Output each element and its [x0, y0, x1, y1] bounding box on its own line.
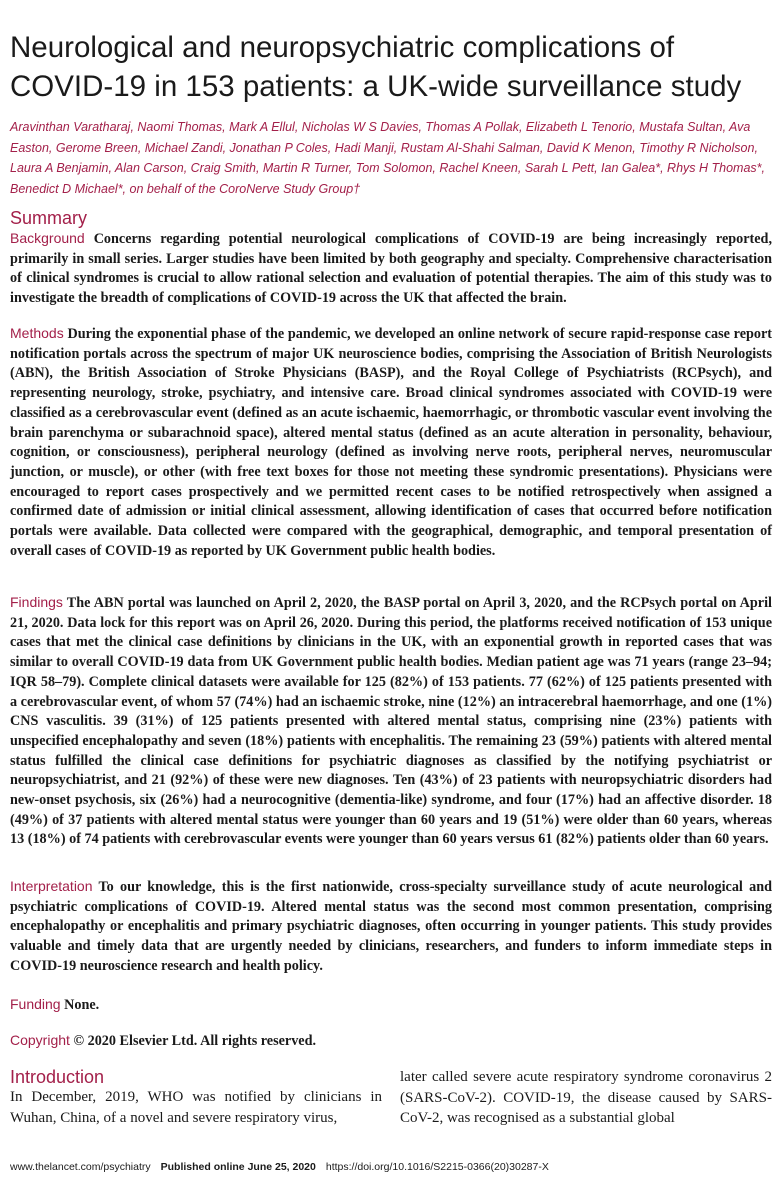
article-title: Neurological and neuropsychiatric complications of COVID-19 in 153 patients: a UK-wide surveillance study	[10, 31, 742, 103]
methods-section	[10, 324, 772, 561]
summary-heading: Summary	[10, 208, 88, 228]
copyright-section	[10, 1031, 772, 1052]
interpretation-label: Interpretation	[10, 878, 93, 894]
introduction-left-column: In December, 2019, WHO was notified by clinicians in Wuhan, China, of a novel and severe respiratory virus,	[10, 1089, 382, 1126]
copyright-label: Copyright	[10, 1032, 70, 1048]
methods-label: Methods	[10, 325, 64, 341]
methods-text: During the exponential phase of the pandemic, we developed an online network of secure rapid-response case report notification portals across the spectrum of major UK neuroscience bodies, comprising the Association of British Neurologists (ABN), the British Association of Stroke Physicians (BASP), and the Royal College of Psychiatrists (RCPsych), and representing neurology, stroke, psychiatry, and intensive care. Broad clinical syndromes associated with COVID-19 were classified as a cerebrovascular event (defined as an acute ischaemic, haemorrhagic, or thrombotic vascular event involving the brain parenchyma or subarachnoid space), altered mental status (defined as an acute alteration in personality, behaviour, cognition, or consciousness), peripheral neurology (defined as involving nerve roots, peripheral nerves, neuromuscular junction, or muscle), or other (with free text boxes for those not meeting these syndromic presentations). Physicians were encouraged to report cases prospectively and we permitted recent cases to be notified retrospectively when assigned a confirmed date of admission or initial clinical assessment, allowing identification of cases that occurred before notification portals were available. Data collected were compared with the geographical, demographic, and temporal presentation of overall cases of COVID-19 as reported by UK Government public health bodies.	[10, 326, 772, 559]
funding-text: None.	[64, 997, 100, 1013]
findings-label: Findings	[10, 594, 63, 610]
background-text: Concerns regarding potential neurological complications of COVID-19 are being increasingly reported, primarily in small series. Larger studies have been limited by both geography and specialty. Comprehensive characterisation of clinical syndromes is crucial to allow rational selection and evaluation of potential therapies. The aim of this study was to investigate the breadth of complications of COVID-19 across the UK that affected the brain.	[10, 231, 772, 307]
published-date: Published online June 25, 2020	[160, 1161, 316, 1173]
copyright-text: © 2020 Elsevier Ltd. All rights reserved.	[73, 1033, 317, 1049]
background-section	[10, 229, 772, 309]
author-list: Aravinthan Varatharaj, Naomi Thomas, Mark A Ellul, Nicholas W S Davies, Thomas A Pollak, Elizabeth L Tenorio, Mustafa Sultan, Ava Easton, Gerome Breen, Michael Zandi, Jonathan P Coles, Hadi Manji, Rustam Al-Shahi Salman, David K Menon, Timothy R Nicholson, Laura A Benjamin, Alan Carson, Craig Smith, Martin R Turner, Tom Solomon, Rachel Kneen, Sarah L Pett, Ian Galea*, Rhys H Thomas*, Benedict D Michael*, on behalf of the CoroNerve Study Group†	[10, 120, 765, 196]
findings-text: The ABN portal was launched on April 2, 2020, the BASP portal on April 3, 2020, and the RCPsych portal on April 21, 2020. Data lock for this report was on April 26, 2020. During this period, the platforms received notification of 153 unique cases that met the clinical case definitions by clinicians in the UK, with an exponential growth in reported cases that was similar to overall COVID-19 data from UK Government public health bodies. Median patient age was 71 years (range 23–94; IQR 58–79). Complete clinical datasets were available for 125 (82%) of 153 patients. 77 (62%) of 125 patients presented with a cerebrovascular event, of whom 57 (74%) had an ischaemic stroke, nine (12%) an intracerebral haemorrhage, and one (1%) CNS vasculitis. 39 (31%) of 125 patients presented with altered mental status, comprising nine (23%) patients with unspecified encephalopathy and seven (18%) patients with encephalitis. The remaining 23 (59%) patients with altered mental status fulfilled the clinical case definitions for psychiatric diagnoses as classified by the notifying psychiatrist or neuropsychiatrist, and 21 (92%) of these were new diagnoses. Ten (43%) of 23 patients with neuropsychiatric disorders had new-onset psychosis, six (26%) had a neurocognitive (dementia-like) syndrome, and four (17%) had an affective disorder. 18 (49%) of 37 patients with altered mental status were younger than 60 years and 19 (51%) were older than 60 years, whereas 13 (18%) of 74 patients with cerebrovascular events were younger than 60 years versus 61 (82%) patients older than 60 years.	[10, 595, 772, 848]
journal-url-link[interactable]: www.thelancet.com/psychiatry	[10, 1161, 151, 1173]
page-footer	[10, 1160, 772, 1174]
funding-label: Funding	[10, 996, 61, 1012]
introduction-heading: Introduction	[10, 1067, 105, 1087]
introduction-right-column: later called severe acute respiratory syndrome coronavirus 2 (SARS-CoV-2). COVID-19, the disease caused by SARS-CoV-2, was recognised as a substantial global	[400, 1069, 772, 1126]
background-label: Background	[10, 230, 85, 246]
funding-section	[10, 995, 772, 1016]
findings-section	[10, 593, 772, 850]
doi-link[interactable]: https://doi.org/10.1016/S2215-0366(20)30287-X	[325, 1161, 549, 1173]
interpretation-section	[10, 877, 772, 977]
interpretation-text: To our knowledge, this is the first nationwide, cross-specialty surveillance study of acute neurological and psychiatric complications of COVID-19. Altered mental status was the second most common presentation, comprising encephalopathy or encephalitis and primary psychiatric diagnoses, often occurring in younger patients. This study provides valuable and timely data that are urgently needed by clinicians, researchers, and funders to inform immediate steps in COVID-19 neuroscience research and health policy.	[10, 879, 772, 974]
